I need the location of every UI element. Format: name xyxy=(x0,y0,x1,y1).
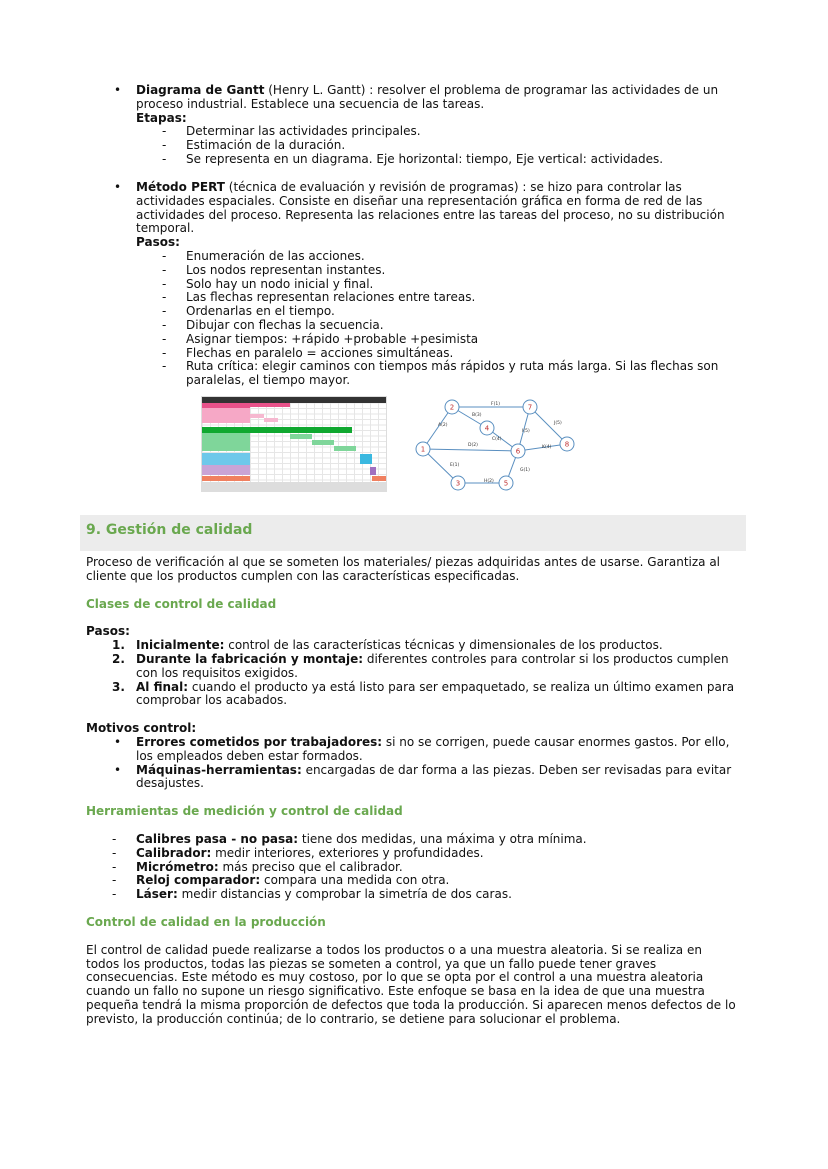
steps-label: Pasos: xyxy=(86,624,130,639)
classes-heading: Clases de control de calidad xyxy=(86,596,277,611)
pert-node-label: 6 xyxy=(515,447,521,456)
item-text: medir interiores, exteriores y profundidades. xyxy=(211,845,484,860)
list-marker: - xyxy=(112,873,117,888)
list-item xyxy=(162,317,726,333)
list-item xyxy=(162,276,726,292)
item-text: diferentes controles para controlar si los productos cumplen con los requisitos exigidos. xyxy=(136,651,729,680)
item-text: Enumeración de las acciones. xyxy=(186,248,365,263)
list-marker: - xyxy=(162,276,167,291)
list-item xyxy=(162,345,726,361)
stages-label: Etapas: xyxy=(136,110,187,125)
pert-node-label: 5 xyxy=(503,479,509,488)
item-text: más preciso que el calibrador. xyxy=(218,859,403,874)
gantt-title: Diagrama de Gantt xyxy=(136,83,265,97)
list-item xyxy=(162,124,736,139)
steps-label: Pasos: xyxy=(136,235,180,250)
list-marker: - xyxy=(162,138,167,153)
pert-edge-label: K(4) xyxy=(542,445,552,450)
list-item xyxy=(112,831,736,847)
item-text: encargadas de dar forma a las piezas. Deben ser revisadas para evitar desajustes. xyxy=(136,762,732,791)
item-text: Ruta crítica: elegir caminos con tiempos más rápidos y ruta más larga. Si las flechas son paralelas, el tiempo mayor. xyxy=(186,359,719,388)
item-text: Solo hay un nodo inicial y final. xyxy=(186,276,374,291)
list-marker: - xyxy=(112,831,117,846)
gantt-item xyxy=(114,83,736,167)
bullet-icon: • xyxy=(114,734,122,749)
pert-node-label: 1 xyxy=(420,445,426,454)
section-body xyxy=(86,556,736,1027)
list-item xyxy=(114,762,736,792)
reasons-label: Motivos control: xyxy=(86,721,197,736)
item-text: Se representa en un diagrama. Eje horizontal: tiempo, Eje vertical: actividades. xyxy=(186,151,664,166)
production-heading: Control de calidad en la producción xyxy=(86,914,326,929)
list-marker: - xyxy=(112,845,117,860)
item-text: Asignar tiempos: +rápido +probable +pesimista xyxy=(186,331,479,346)
list-marker: - xyxy=(162,290,167,305)
list-item xyxy=(162,359,726,388)
list-item xyxy=(162,262,726,278)
pert-node-label: 7 xyxy=(527,403,533,412)
gantt-desc: (Henry L. Gantt) : resolver el problema de programar las actividades de un proceso industrial. Establece una secuencia de las tareas. xyxy=(136,83,719,111)
item-term: Láser: xyxy=(136,887,178,902)
pert-edge-label: A(2) xyxy=(438,423,448,428)
bullet-icon: • xyxy=(114,762,122,777)
pert-edge-label: D(2) xyxy=(468,443,478,448)
list-marker: 3. xyxy=(112,679,125,694)
pert-edge-label: I(5) xyxy=(522,429,530,434)
item-term: Calibres pasa - no pasa: xyxy=(136,831,299,846)
pert-edge-label: F(1) xyxy=(491,402,500,407)
list-item xyxy=(112,887,736,902)
pert-node-label: 2 xyxy=(449,403,455,412)
item-text: Dibujar con flechas la secuencia. xyxy=(186,317,384,332)
pert-node-label: 4 xyxy=(484,424,490,433)
list-item xyxy=(112,859,736,875)
section-title: 9. Gestión de calidad xyxy=(86,522,253,538)
list-item xyxy=(162,304,726,319)
list-marker: - xyxy=(162,304,167,319)
item-term: Al final: xyxy=(136,679,189,694)
item-text: medir distancias y comprobar la simetría de dos caras. xyxy=(177,887,512,902)
item-text: Determinar las actividades principales. xyxy=(186,124,421,139)
list-marker: - xyxy=(112,859,117,874)
bullet-icon: • xyxy=(114,83,122,97)
list-marker: - xyxy=(162,262,167,277)
item-text: Las flechas representan relaciones entre tareas. xyxy=(186,290,476,305)
list-marker: - xyxy=(162,359,167,374)
item-term: Durante la fabricación y montaje: xyxy=(136,651,364,666)
intro-paragraph: Proceso de verificación al que se someten los materiales/ piezas adquiridas antes de usarse. Garantiza al cliente que los productos cumplen con las características especificadas. xyxy=(86,555,721,583)
item-term: Micrómetro: xyxy=(136,859,219,874)
bullet-icon: • xyxy=(114,180,122,194)
pert-arrow xyxy=(423,449,518,451)
gantt-chart-image xyxy=(201,396,387,492)
list-item xyxy=(162,248,726,264)
list-item xyxy=(112,651,736,681)
item-text: si no se corrigen, puede causar enormes gastos. Por ello, los empleados deben estar formados. xyxy=(136,734,730,763)
list-item xyxy=(162,151,736,167)
pert-edge-label: J(5) xyxy=(554,421,562,426)
pert-edge-label: G(1) xyxy=(520,468,530,473)
pert-node-label: 8 xyxy=(564,440,570,449)
item-text: compara una medida con otra. xyxy=(260,873,450,888)
list-marker: - xyxy=(112,887,117,902)
item-text: tiene dos medidas, una máxima y otra mínima. xyxy=(298,831,587,846)
item-term: Calibrador: xyxy=(136,845,212,860)
list-item xyxy=(112,679,736,709)
pert-item xyxy=(114,180,740,388)
list-marker: - xyxy=(162,248,167,263)
section-header xyxy=(80,515,746,551)
list-item xyxy=(162,331,726,347)
pert-node-label: 3 xyxy=(455,479,461,488)
item-text: cuando el producto ya está listo para ser empaquetado, se realiza un último examen para comprobar los acabados. xyxy=(136,679,735,708)
item-text: Flechas en paralelo = acciones simultáneas. xyxy=(186,345,454,360)
pert-title: Método PERT xyxy=(136,180,225,194)
pert-arrow xyxy=(423,407,452,449)
tools-heading: Herramientas de medición y control de calidad xyxy=(86,804,403,819)
list-marker: 2. xyxy=(112,651,125,666)
list-item xyxy=(112,638,736,653)
list-marker: - xyxy=(162,124,167,139)
list-item xyxy=(162,138,736,153)
pert-edge-label: H(2) xyxy=(484,479,494,484)
list-item xyxy=(162,290,726,305)
pert-network-diagram xyxy=(410,396,580,492)
item-term: Reloj comparador: xyxy=(136,873,261,888)
item-text: Los nodos representan instantes. xyxy=(186,262,386,277)
list-marker: - xyxy=(162,345,167,360)
list-marker: - xyxy=(162,317,167,332)
list-marker: - xyxy=(162,331,167,346)
pert-edge-label: E(1) xyxy=(450,463,460,468)
production-paragraph: El control de calidad puede realizarse a todos los productos o a una muestra aleatoria. Si se realiza en todos los productos, todas las piezas se someten a control, ya que un fallo puede tener graves consecuencias. Este método es muy costoso, por lo que se opta por el control a una muestra aleatoria cuando un fallo no supone un riesgo significativo. Este enfoque se basa en la idea de que una muestra pequeña tendrá la misma proporción de defectos que toda la producción. Si aparecen menos defectos de lo previsto, la producción continúa; de lo contrario, se detiene para solucionar el problema. xyxy=(86,942,736,1026)
pert-edge-label: C(4) xyxy=(492,437,502,442)
list-item xyxy=(112,845,736,861)
list-marker: 1. xyxy=(112,638,125,653)
list-item xyxy=(114,734,736,764)
item-term: Máquinas-herramientas: xyxy=(136,762,302,777)
pert-desc: (técnica de evaluación y revisión de programas) : se hizo para controlar las actividades espaciales. Consiste en diseñar una representación gráfica en forma de red de las actividades del proceso. Representa las relaciones entre las tareas del proceso, no su distribución temporal. xyxy=(136,180,725,236)
item-term: Inicialmente: xyxy=(136,638,225,653)
item-term: Errores cometidos por trabajadores: xyxy=(136,734,383,749)
item-text: Estimación de la duración. xyxy=(186,138,346,153)
item-text: Ordenarlas en el tiempo. xyxy=(186,304,335,319)
list-marker: - xyxy=(162,151,167,166)
item-text: control de las características técnicas y dimensionales de los productos. xyxy=(224,638,663,653)
list-item xyxy=(112,873,736,888)
pert-edge-label: B(3) xyxy=(472,413,482,418)
